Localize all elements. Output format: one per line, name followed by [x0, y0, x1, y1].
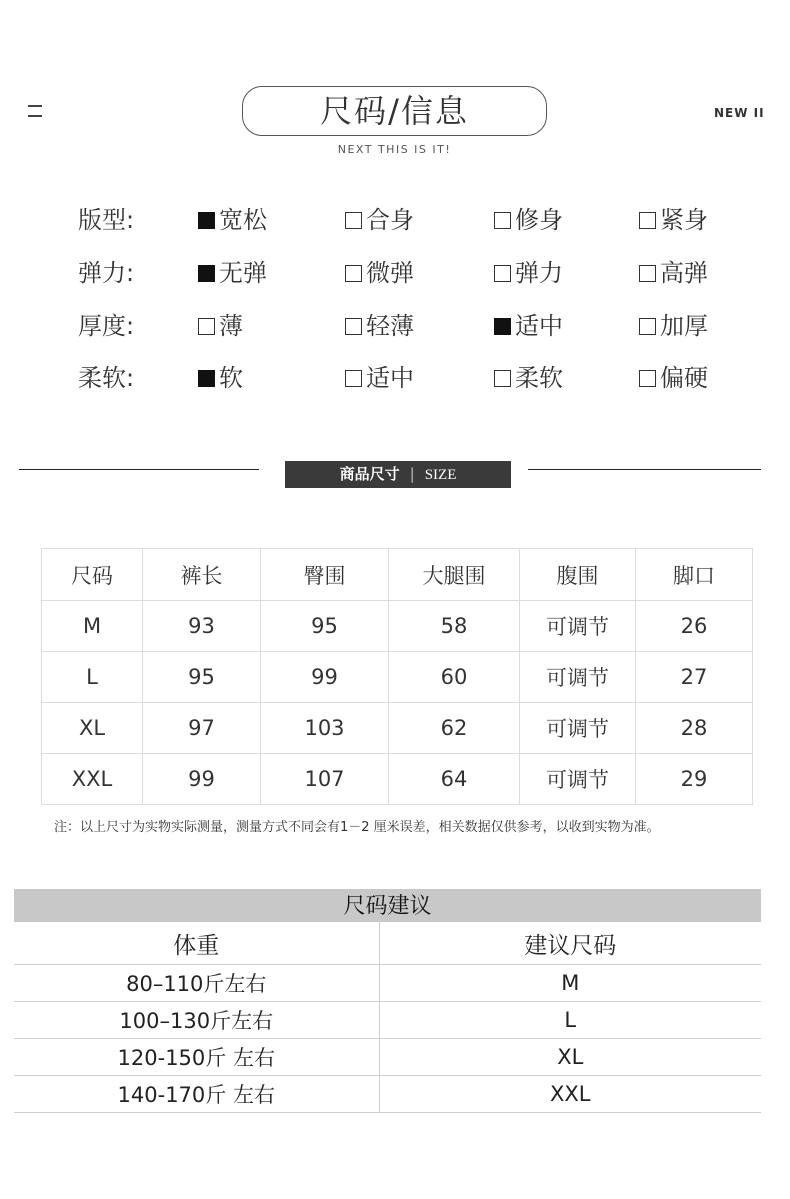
attr-option[interactable] — [639, 309, 708, 343]
attr-row-thickness — [78, 309, 758, 343]
attr-option-label: 合身 — [366, 206, 414, 234]
unchecked-box-icon[interactable] — [639, 265, 656, 282]
checked-box-icon[interactable] — [198, 370, 215, 387]
table-row — [14, 1039, 761, 1076]
table-row — [14, 1002, 761, 1039]
recommendation-cell: L — [379, 1002, 761, 1039]
attr-option[interactable] — [198, 256, 267, 290]
attr-option[interactable] — [639, 203, 708, 237]
page-title: 尺码/信息 — [242, 86, 547, 136]
attr-row-elasticity — [78, 256, 758, 290]
size-table-cell: 103 — [261, 703, 389, 754]
table-row — [42, 601, 753, 652]
recommendation-cell: 100–130斤左右 — [14, 1002, 379, 1039]
unchecked-box-icon[interactable] — [345, 265, 362, 282]
unchecked-box-icon[interactable] — [345, 370, 362, 387]
attr-option[interactable] — [494, 256, 563, 290]
table-row — [14, 1076, 761, 1113]
attr-option[interactable] — [198, 309, 243, 343]
unchecked-box-icon[interactable] — [639, 318, 656, 335]
attr-option[interactable] — [494, 309, 563, 343]
size-table-cell: 可调节 — [520, 703, 636, 754]
size-recommendation-title: 尺码建议 — [14, 889, 761, 922]
attr-option[interactable] — [345, 256, 414, 290]
size-table-cell: 62 — [389, 703, 520, 754]
attr-option-label: 加厚 — [660, 312, 708, 340]
recommendation-cell: M — [379, 965, 761, 1002]
attr-label: 厚度: — [78, 312, 135, 340]
unchecked-box-icon[interactable] — [639, 370, 656, 387]
unchecked-box-icon[interactable] — [639, 212, 656, 229]
size-table-header-cell: 大腿围 — [389, 549, 520, 601]
size-table-cell: 可调节 — [520, 652, 636, 703]
attr-option[interactable] — [494, 361, 563, 395]
table-row — [42, 652, 753, 703]
attr-option-label: 高弹 — [660, 259, 708, 287]
size-table-header-cell: 裤长 — [143, 549, 261, 601]
size-table-header-cell: 腹围 — [520, 549, 636, 601]
attr-option-label: 适中 — [366, 364, 414, 392]
size-banner-cn: 商品尺寸 — [339, 465, 400, 483]
attr-option[interactable] — [639, 361, 708, 395]
recommendation-cell: XL — [379, 1039, 761, 1076]
attr-option-label: 宽松 — [219, 206, 267, 234]
attr-option-label: 轻薄 — [366, 312, 414, 340]
attr-option-label: 微弹 — [366, 259, 414, 287]
size-table-cell: 28 — [636, 703, 753, 754]
size-banner-en: SIZE — [424, 467, 457, 483]
size-table-cell: L — [42, 652, 143, 703]
size-table-cell: 95 — [261, 601, 389, 652]
attr-option[interactable] — [345, 203, 414, 237]
unchecked-box-icon[interactable] — [345, 212, 362, 229]
attr-label: 柔软: — [78, 364, 135, 392]
attr-option-label: 弹力 — [515, 259, 563, 287]
recommendation-header-cell: 体重 — [14, 922, 379, 965]
size-table-cell: 可调节 — [520, 601, 636, 652]
unchecked-box-icon[interactable] — [198, 318, 215, 335]
size-table-cell: 26 — [636, 601, 753, 652]
attr-option[interactable] — [494, 203, 563, 237]
table-row — [42, 703, 753, 754]
size-recommendation-table — [14, 922, 761, 1113]
size-table-cell: 99 — [143, 754, 261, 805]
recommendation-cell: XXL — [379, 1076, 761, 1113]
recommendation-cell: 140-170斤 左右 — [14, 1076, 379, 1113]
menu-icon[interactable] — [28, 103, 42, 119]
attr-label: 弹力: — [78, 259, 135, 287]
recommendation-header — [14, 922, 761, 965]
size-table-header — [42, 549, 753, 601]
size-table-cell: 60 — [389, 652, 520, 703]
unchecked-box-icon[interactable] — [494, 265, 511, 282]
size-table-cell: 97 — [143, 703, 261, 754]
divider-right — [528, 469, 761, 470]
attr-option-label: 无弹 — [219, 259, 267, 287]
attr-option[interactable] — [639, 256, 708, 290]
attr-option-label: 薄 — [219, 312, 243, 340]
size-table-cell: 95 — [143, 652, 261, 703]
attr-option-label: 紧身 — [660, 206, 708, 234]
new-badge: NEW II — [714, 106, 765, 120]
attr-row-fit — [78, 203, 758, 237]
attr-option-label: 软 — [219, 364, 243, 392]
size-table-cell: 可调节 — [520, 754, 636, 805]
recommendation-cell: 120-150斤 左右 — [14, 1039, 379, 1076]
attr-label: 版型: — [78, 206, 135, 234]
size-table-cell: 107 — [261, 754, 389, 805]
size-table-cell: 27 — [636, 652, 753, 703]
size-table-cell: 99 — [261, 652, 389, 703]
attr-option-label: 偏硬 — [660, 364, 708, 392]
attr-option[interactable] — [345, 309, 414, 343]
page-subtitle: NEXT THIS IS IT! — [337, 143, 452, 156]
size-banner-separator: | — [409, 465, 415, 483]
table-row — [14, 965, 761, 1002]
size-table-cell: 93 — [143, 601, 261, 652]
size-table-header-cell: 臀围 — [261, 549, 389, 601]
size-table-cell: XXL — [42, 754, 143, 805]
size-section-banner — [285, 461, 511, 488]
attr-option[interactable] — [345, 361, 414, 395]
size-table-cell: 64 — [389, 754, 520, 805]
size-table-cell: 29 — [636, 754, 753, 805]
divider-left — [19, 469, 259, 470]
checked-box-icon[interactable] — [198, 265, 215, 282]
recommendation-header-cell: 建议尺码 — [379, 922, 761, 965]
attr-row-softness — [78, 361, 758, 395]
unchecked-box-icon[interactable] — [494, 370, 511, 387]
table-row — [42, 754, 753, 805]
size-table — [41, 548, 753, 805]
attr-option-label: 柔软 — [515, 364, 563, 392]
checked-box-icon[interactable] — [494, 318, 511, 335]
recommendation-cell: 80–110斤左右 — [14, 965, 379, 1002]
attr-option[interactable] — [198, 361, 243, 395]
attr-option[interactable] — [198, 203, 267, 237]
size-table-header-cell: 脚口 — [636, 549, 753, 601]
size-table-cell: M — [42, 601, 143, 652]
unchecked-box-icon[interactable] — [345, 318, 362, 335]
attr-option-label: 修身 — [515, 206, 563, 234]
attr-option-label: 适中 — [515, 312, 563, 340]
unchecked-box-icon[interactable] — [494, 212, 511, 229]
size-table-cell: XL — [42, 703, 143, 754]
measurement-note: 注：以上尺寸为实物实际测量，测量方式不同会有1－2 厘米误差，相关数据仅供参考，以收到实物为准。 — [54, 820, 660, 835]
size-table-cell: 58 — [389, 601, 520, 652]
checked-box-icon[interactable] — [198, 212, 215, 229]
size-table-header-cell: 尺码 — [42, 549, 143, 601]
